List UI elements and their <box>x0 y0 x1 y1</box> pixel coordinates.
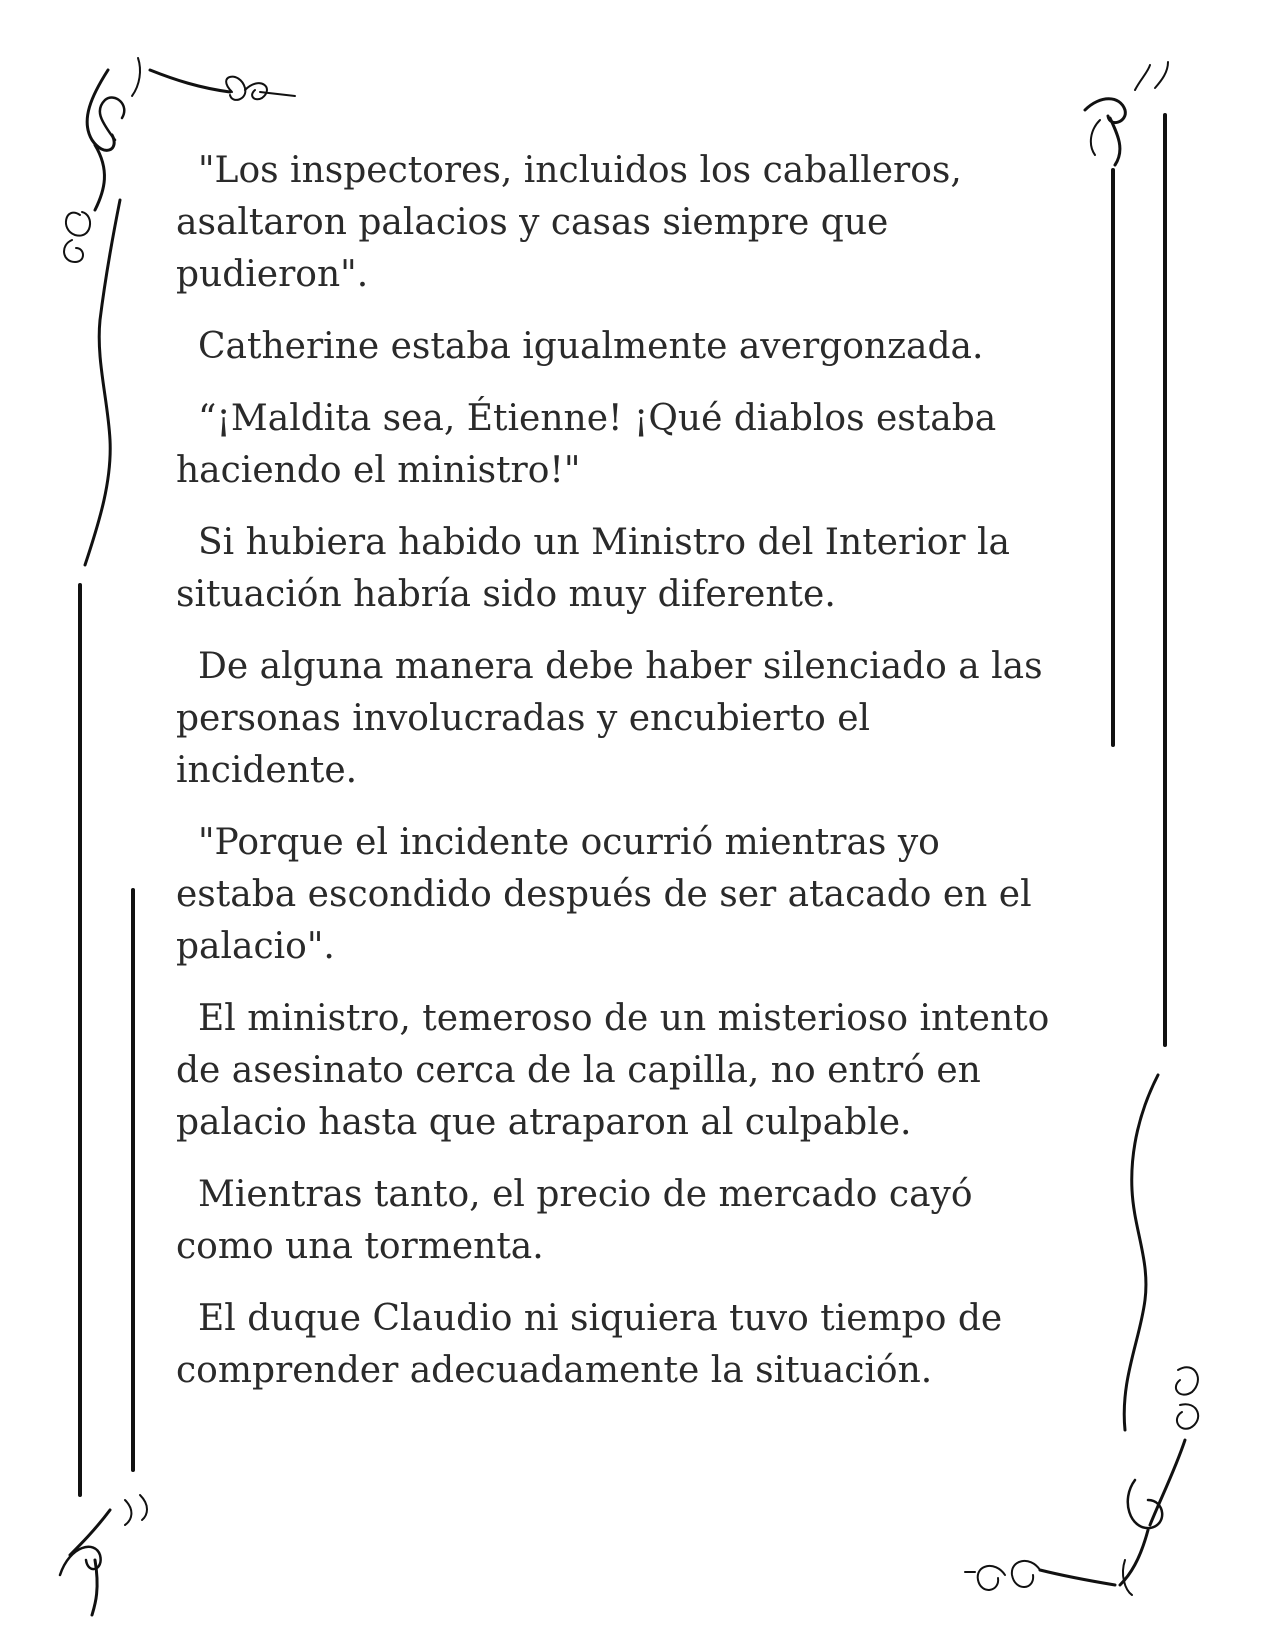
paragraph-3: “¡Maldita sea, Étienne! ¡Qué diablos estaba haciendo el ministro!" <box>176 398 997 491</box>
paragraph-5: De alguna manera debe haber silenciado a las personas involucradas y encubierto el incidente. <box>176 646 1043 791</box>
paragraph-2: Catherine estaba igualmente avergonzada. <box>198 326 984 367</box>
story-text <box>176 145 1106 1417</box>
paragraph-9: El duque Claudio ni siquiera tuvo tiempo de comprender adecuadamente la situación. <box>176 1298 1003 1391</box>
paragraph-4: Si hubiera habido un Ministro del Interior la situación habría sido muy diferente. <box>176 522 1011 615</box>
paragraph-8: Mientras tanto, el precio de mercado cayó como una tormenta. <box>176 1174 973 1267</box>
paragraph-1: "Los inspectores, incluidos los caballeros, asaltaron palacios y casas siempre que pudieron". <box>176 150 962 295</box>
paragraph-7: El ministro, temeroso de un misterioso intento de asesinato cerca de la capilla, no entró en palacio hasta que atraparon al culpable. <box>176 998 1050 1143</box>
paragraph-6: "Porque el incidente ocurrió mientras yo estaba escondido después de ser atacado en el palacio". <box>176 822 1032 967</box>
bottom-left-flourish-icon <box>60 1495 147 1615</box>
